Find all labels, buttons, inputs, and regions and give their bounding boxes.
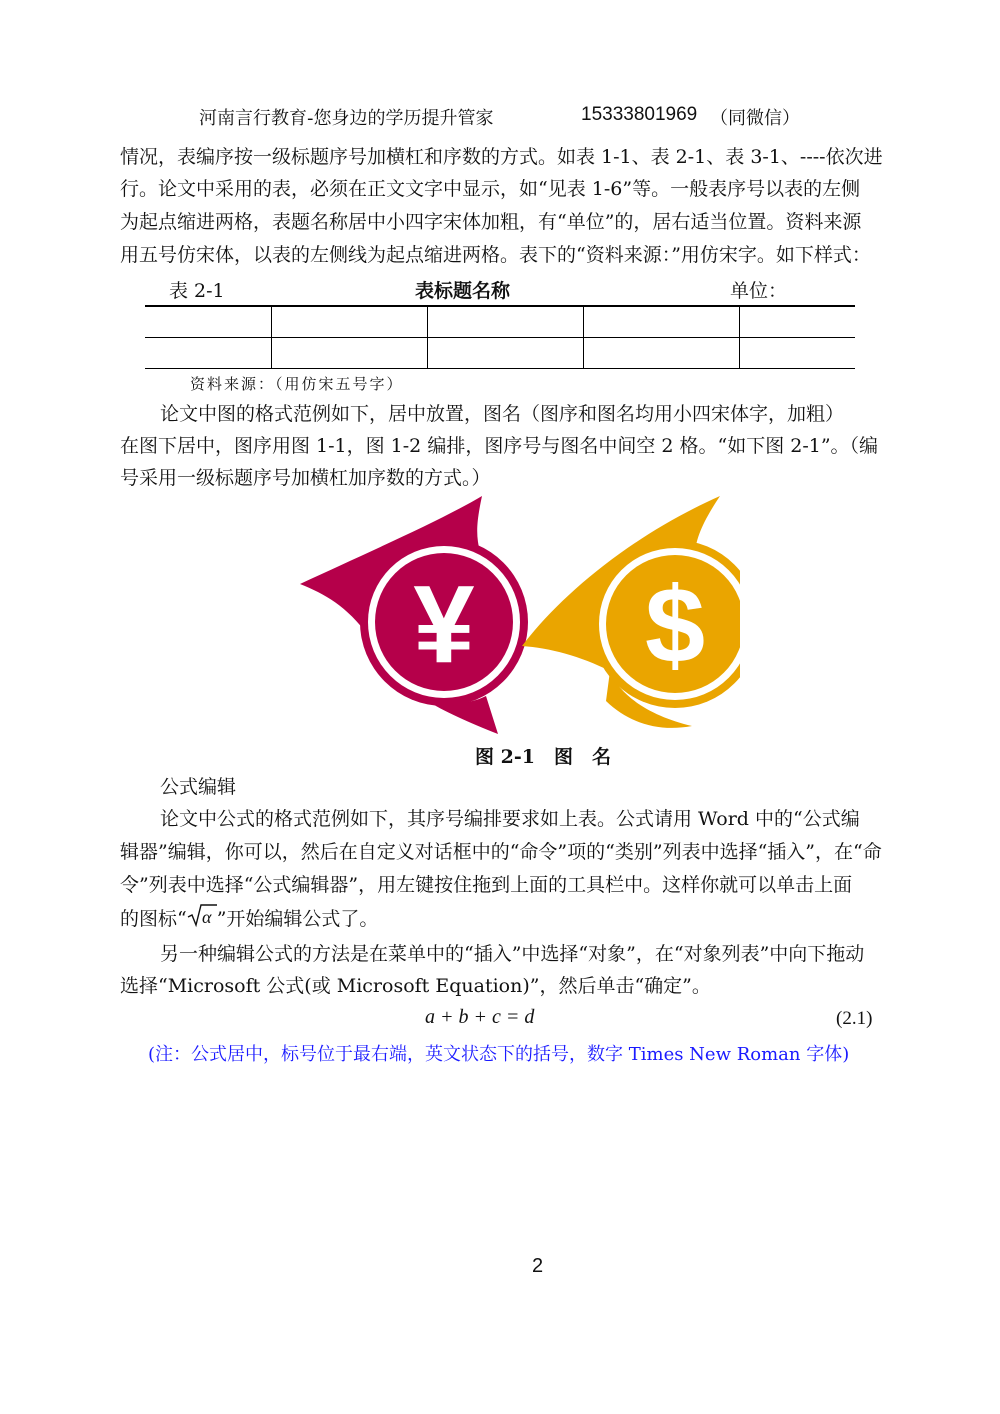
para2-line-3: 号采用一级标题序号加横杠加序数的方式。）	[120, 467, 491, 489]
table-title: 表标题名称	[415, 280, 511, 302]
figure-caption: 图 2-1 图 名	[475, 746, 611, 768]
currency-exchange-illustration	[300, 496, 740, 736]
table-cell	[740, 338, 856, 369]
formula-para-b-line-2: 选择“Microsoft 公式(或 Microsoft Equation)”，然后单击“确定”。	[120, 975, 711, 997]
para2-line-1: 论文中图的格式范例如下，居中放置，图名（图序和图名均用小四宋体字，加粗）	[160, 403, 845, 425]
para1-line-2: 行。论文中采用的表，必须在正文文字中显示，如“见表 1-6”等。一般表序号以表的左侧	[120, 178, 861, 200]
yen-symbol: ¥	[413, 563, 475, 686]
formula-line-4	[120, 902, 890, 938]
formula-heading: 公式编辑	[160, 776, 237, 798]
formula-line-4-before: 的图标“	[120, 908, 187, 930]
formula-line-1: 论文中公式的格式范例如下，其序号编排要求如上表。公式请用 Word 中的“公式编	[160, 808, 860, 830]
table-unit: 单位：	[730, 280, 788, 302]
dollar-symbol: $	[644, 564, 706, 685]
table-row	[145, 306, 855, 338]
table-cell	[145, 306, 272, 338]
page-number: 2	[532, 1255, 544, 1277]
table-source: 资料来源：（用仿宋五号字）	[190, 375, 404, 393]
equation: a + b + c = d	[425, 1006, 535, 1028]
sqrt-icon	[187, 902, 217, 938]
header-org: 河南言行教育-您身边的学历提升管家	[199, 108, 494, 129]
header-phone-note: （同微信）	[710, 108, 800, 129]
table-cell	[428, 338, 584, 369]
para1-line-4: 用五号仿宋体，以表的左侧线为起点缩进两格。表下的“资料来源：”用仿宋字。如下样式：	[120, 244, 871, 266]
sample-table	[145, 305, 855, 369]
table-cell	[740, 306, 856, 338]
equation-number: (2.1)	[836, 1008, 873, 1029]
alpha-icon: α	[201, 907, 212, 927]
currency-figure	[300, 496, 740, 740]
table-cell	[584, 306, 740, 338]
formula-para-b-line-1: 另一种编辑公式的方法是在菜单中的“插入”中选择“对象”，在“对象列表”中向下拖动	[160, 943, 865, 965]
header-phone: 15333801969	[581, 104, 698, 125]
table-row	[145, 338, 855, 369]
table-cell	[428, 306, 584, 338]
table-cell	[584, 338, 740, 369]
para2-line-2: 在图下居中，图序用图 1-1，图 1-2 编排，图序号与图名中间空 2 格。“如下图 2-1”。（编	[120, 435, 879, 457]
para1-line-1: 情况，表编序按一级标题序号加横杠和序数的方式。如表 1-1、表 2-1、表 3-1、----依次进	[120, 146, 883, 168]
para1-line-3: 为起点缩进两格，表题名称居中小四字宋体加粗，有“单位”的，居右适当位置。资料来源	[120, 211, 862, 233]
formula-note: (注：公式居中，标号位于最右端，英文状态下的括号，数字 Times New Roman 字体)	[148, 1044, 850, 1065]
table-number: 表 2-1	[169, 280, 225, 302]
formula-line-3: 令”列表中选择“公式编辑器”，用左键按住拖到上面的工具栏中。这样你就可以单击上面	[120, 874, 853, 896]
table-cell	[272, 338, 428, 369]
table-cell	[272, 306, 428, 338]
formula-line-2: 辑器”编辑，你可以，然后在自定义对话框中的“命令”项的“类别”列表中选择“插入”，在“命	[120, 841, 882, 863]
table-cell	[145, 338, 272, 369]
formula-line-4-after: ”开始编辑公式了。	[216, 908, 379, 930]
